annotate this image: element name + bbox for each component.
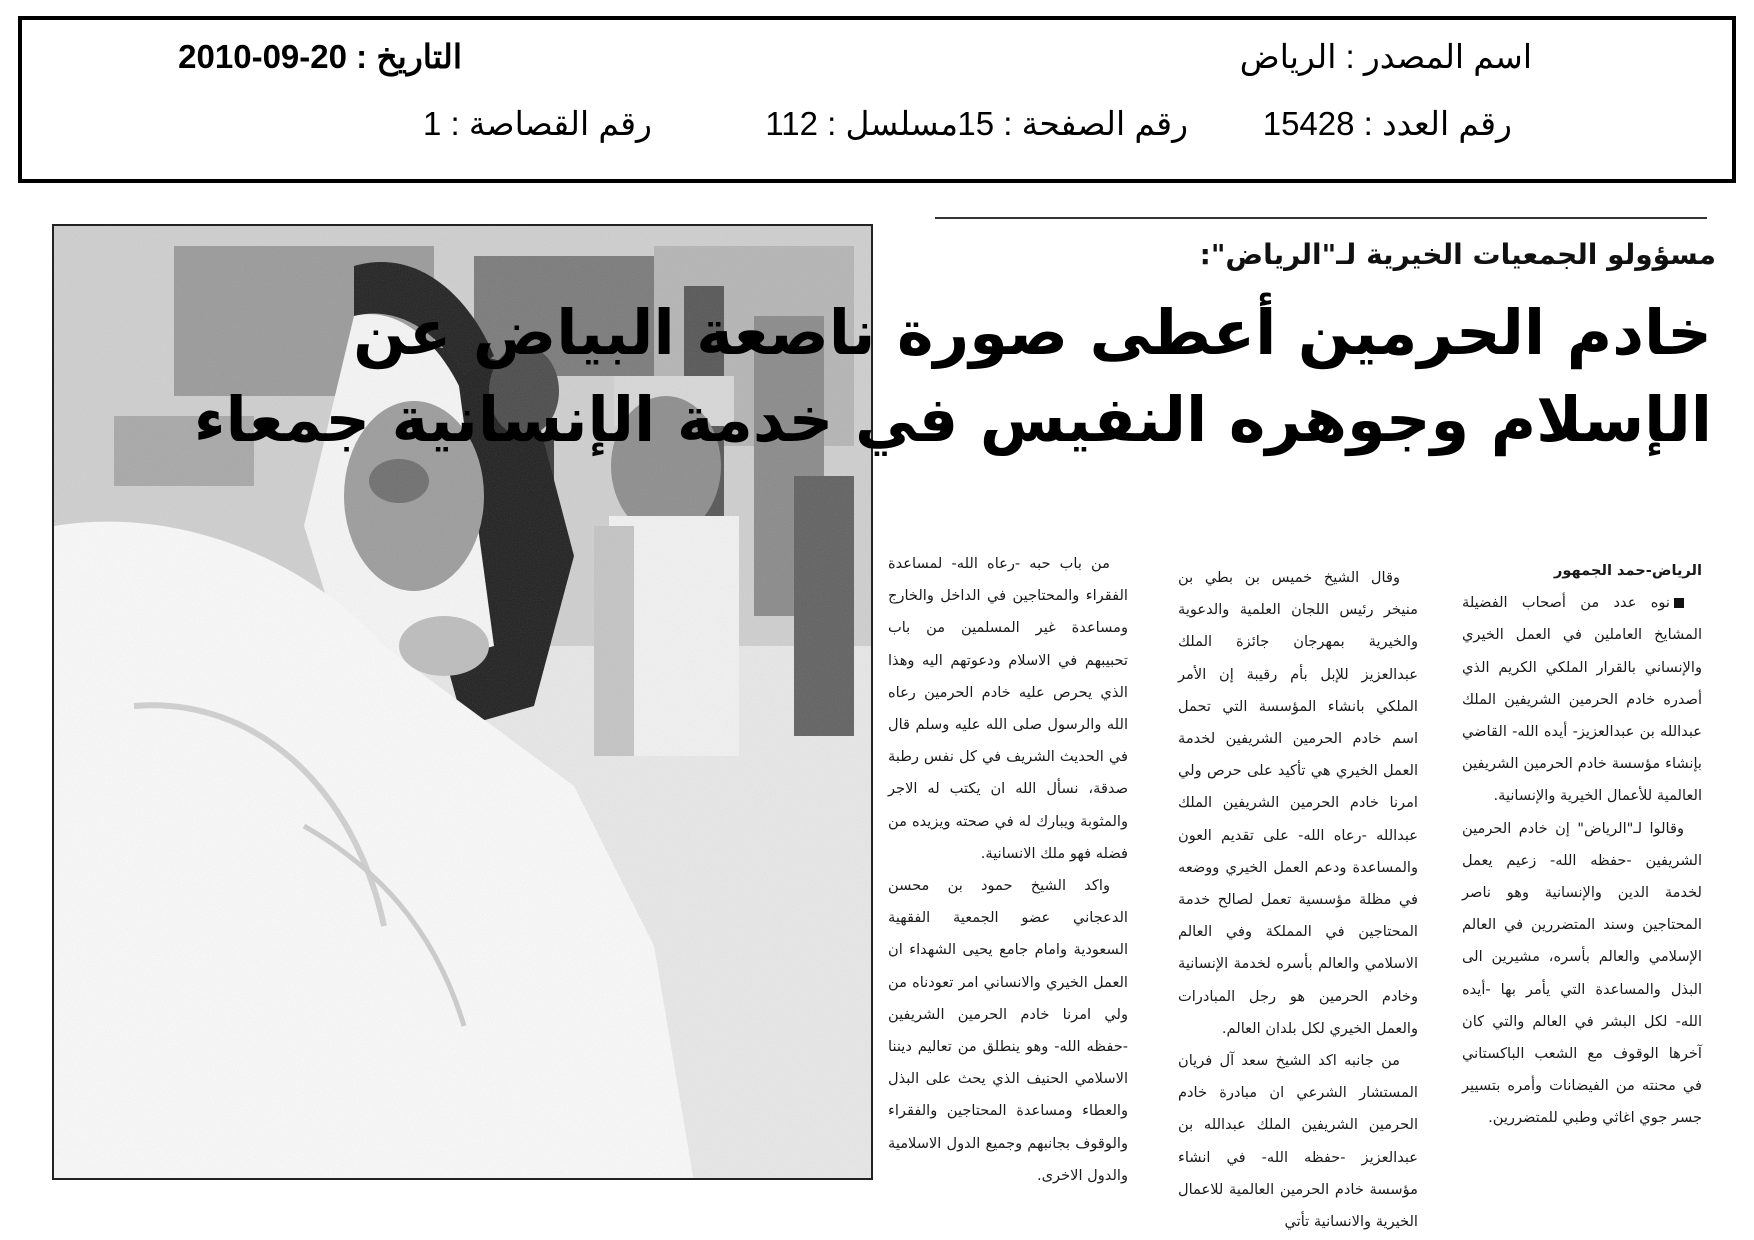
article-column-1 [1462, 555, 1702, 1135]
headline-line-2: الإسلام وجوهره النفيس في خدمة الإنسانية جمعاء [193, 383, 1712, 456]
clip-label: رقم القصاصة : 1 [422, 105, 652, 142]
article-byline: الرياض-حمد الجمهور [1554, 562, 1702, 579]
article-column-3 [888, 548, 1128, 1192]
column-3-paragraph-1: من باب حبه -رعاه الله- لمساعدة الفقراء والمحتاجين في الداخل والخارج ومساعدة غير المسلمين من باب تحبيبهم في الاسلام ودعوتهم اليه وهذا الذي يحرص عليه خادم الحرمين رعاه الله والرسول صلى الله عليه وسلم قال في الحديث الشريف في كل نفس رطبة صدقة، نسأل الله ان يكتب له الاجر والمثوبة ويبارك له في صحته ويزيده من فضله فهو ملك الانسانية. [888, 555, 1128, 862]
bullet-square-icon [1674, 598, 1684, 608]
column-2-paragraph-2: من جانبه اكد الشيخ سعد آل فريان المستشار الشرعي ان مبادرة خادم الحرمين الشريفين الملك عبدالله بن عبدالعزيز -حفظه الله- في انشاء مؤسسة خادم الحرمين العالمية للاعمال الخيرية والانسانية تأتي [1178, 1052, 1418, 1231]
column-2-paragraph-1: وقال الشيخ خميس بن بطي بن منيخر رئيس اللجان العلمية والدعوية والخيرية بمهرجان جائزة الملك عبدالعزيز للإبل بأم رقيبة إن الأمر الملكي بانشاء المؤسسة التي تحمل اسم خادم الحرمين الشريفين لخدمة العمل الخيري هي تأكيد على حرص ولي امرنا خادم الحرمين الشريفين الملك عبدالله -رعاه الله- على تقديم العون والمساعدة ودعم العمل الخيري ووضعه في مظلة مؤسسية تعمل لصالح خدمة المحتاجين في المملكة وفي العالم الاسلامي والعالم بأسره لخدمة الإنسانية وخادم الحرمين هو رجل المبادرات والعمل الخيري لكل بلدان العالم. [1178, 569, 1418, 1037]
date-label: التاريخ : 20-09-2010 [178, 38, 462, 75]
page-label: رقم الصفحة : 15 [957, 105, 1188, 142]
column-1-paragraph-2: وقالوا لـ"الرياض" إن خادم الحرمين الشريفين -حفظه الله- زعيم يعمل لخدمة الدين والإنسانية وهو ناصر المحتاجين وسند المتضررين في العالم الإسلامي والعالم بأسره، مشيرين الى البذل والمساعدة التي يأمر بها -أيده الله- لكل البشر في العالم والتي كان آخرها الوقوف مع الشعب الباكستاني في محنته من الفيضانات وأمره بتسيير جسر جوي اغاثي وطبي للمتضررين. [1462, 819, 1702, 1127]
serial-label: مسلسل : 112 [765, 105, 958, 142]
source-label: اسم المصدر : الرياض [1239, 38, 1532, 75]
headline-rule [935, 217, 1707, 219]
column-1-paragraph-1 [1462, 587, 1702, 812]
article-column-2 [1178, 562, 1418, 1238]
issue-label: رقم العدد : 15428 [1262, 105, 1512, 142]
headline-line-1: خادم الحرمين أعطى صورة ناصعة البياض عن [353, 296, 1712, 369]
photo-image [54, 226, 873, 1180]
column-1-paragraph-1-text: نوه عدد من أصحاب الفضيلة المشايخ العاملين في العمل الخيري والإنساني بالقرار الملكي الكريم الذي أصدره خادم الحرمين الشريفين الملك عبدالله بن عبدالعزيز- أيده الله- القاضي بإنشاء مؤسسة خادم الحرمين الشريفين العالمية للأعمال الخيرية والإنسانية. [1462, 594, 1702, 805]
column-3-paragraph-2: واكد الشيخ حمود بن محسن الدعجاني عضو الجمعية الفقهية السعودية وامام جامع يحيى الشهداء ان العمل الخيري والانساني امر تعودناه من ولي امرنا خادم الحرمين الشريفين -حفظه الله- وهو ينطلق من تعاليم ديننا الاسلامي الحنيف الذي يحث على البذل والعطاء ومساعدة المحتاجين والفقراء والوقوف بجانبهم وجميع الدول الاسلامية والدول الاخرى. [888, 877, 1128, 1184]
article-kicker: مسؤولو الجمعيات الخيرية لـ"الرياض": [1199, 238, 1716, 271]
